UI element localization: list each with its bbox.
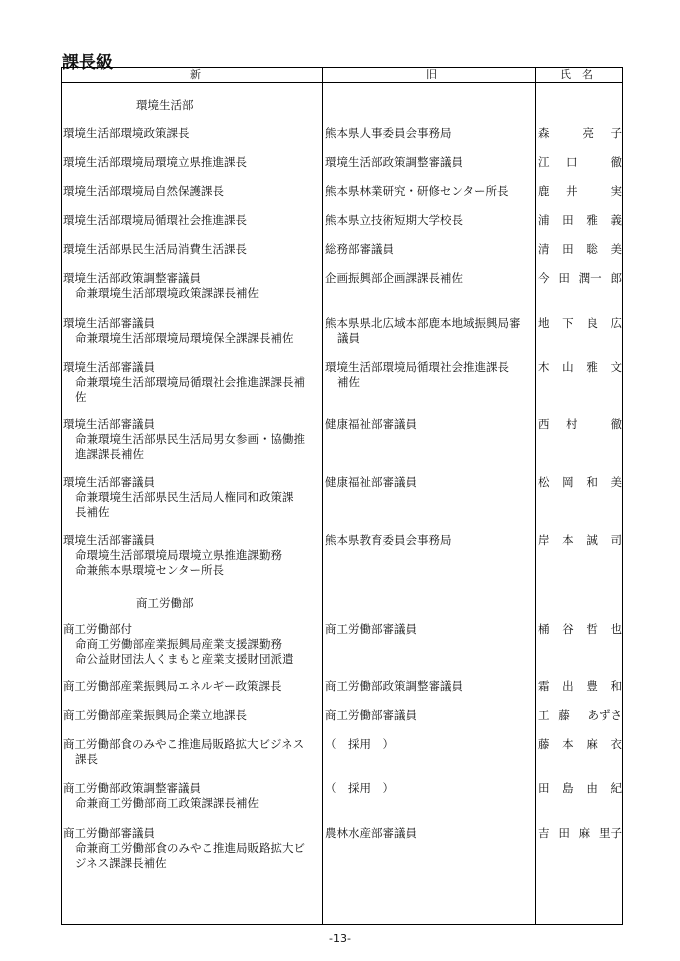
name-part: 紀 bbox=[610, 781, 622, 795]
old-position-line: 補佐 bbox=[337, 375, 360, 389]
new-position-line: 命公益財団法人くまもと産業支援財団派遣 bbox=[75, 652, 294, 666]
old-position bbox=[325, 316, 537, 346]
name-part: 潤一 bbox=[578, 271, 602, 285]
new-position bbox=[63, 737, 321, 767]
new-position-line: 環境生活部環境局環境立県推進課長 bbox=[63, 155, 247, 169]
new-position-line: 商工労働部食のみやこ推進局販路拡大ビジネス bbox=[63, 737, 305, 751]
name-part: 亮 bbox=[582, 126, 594, 140]
old-position-line: 熊本県立技術短期大学校長 bbox=[325, 213, 463, 227]
name-part: 口 bbox=[566, 155, 578, 169]
old-position-line: 議員 bbox=[337, 331, 360, 345]
name-part: 下 bbox=[562, 316, 574, 330]
old-position bbox=[325, 126, 537, 141]
old-position-line: 熊本県県北広域本部鹿本地域振興局審 bbox=[325, 316, 521, 330]
person-name bbox=[538, 155, 622, 170]
new-position-line: 環境生活部審議員 bbox=[63, 316, 155, 330]
name-part: 霜 bbox=[538, 679, 550, 693]
new-position-line: 命兼環境生活部県民生活局人権同和政策課 bbox=[75, 490, 294, 504]
person-name bbox=[538, 184, 622, 199]
table-header bbox=[62, 68, 622, 83]
new-position-line: 環境生活部政策調整審議員 bbox=[63, 271, 201, 285]
new-position-line: 環境生活部審議員 bbox=[63, 360, 155, 374]
name-part: 森 bbox=[538, 126, 550, 140]
name-part: 地 bbox=[538, 316, 550, 330]
name-part: 出 bbox=[562, 679, 574, 693]
name-part: 島 bbox=[562, 781, 574, 795]
new-position-line: 命兼環境生活部環境局循環社会推進課課長補 bbox=[75, 375, 305, 389]
person-name bbox=[538, 417, 622, 432]
old-position-line: 企画振興部企画課課長補佐 bbox=[325, 271, 463, 285]
name-part: 木 bbox=[538, 360, 550, 374]
name-part: 岸 bbox=[538, 533, 550, 547]
old-position-line: 健康福祉部審議員 bbox=[325, 475, 417, 489]
new-position-line: 商工労働部付 bbox=[63, 622, 132, 636]
new-position bbox=[63, 213, 321, 228]
name-part: 美 bbox=[610, 475, 622, 489]
old-position-line: 熊本県教育委員会事務局 bbox=[325, 533, 452, 547]
name-part: 郎 bbox=[610, 271, 622, 285]
person-name bbox=[538, 622, 622, 637]
name-part: 実 bbox=[610, 184, 622, 198]
name-part: 浦 bbox=[538, 213, 550, 227]
name-part: 里子 bbox=[598, 826, 622, 840]
old-position-line: 商工労働部審議員 bbox=[325, 708, 417, 722]
new-position-line: 商工労働部政策調整審議員 bbox=[63, 781, 201, 795]
name-part: 哲 bbox=[586, 622, 598, 636]
name-part: 和 bbox=[610, 679, 622, 693]
person-name bbox=[538, 475, 622, 490]
old-position bbox=[325, 213, 537, 228]
name-part: 由 bbox=[586, 781, 598, 795]
name-part: 徹 bbox=[610, 155, 622, 169]
new-position bbox=[63, 533, 321, 578]
name-part: 桶 bbox=[538, 622, 550, 636]
person-name bbox=[538, 781, 622, 796]
section-heading: 商工労働部 bbox=[136, 596, 194, 610]
new-position-line: 商工労働部審議員 bbox=[63, 826, 155, 840]
column-divider bbox=[322, 68, 323, 924]
person-name bbox=[538, 271, 622, 286]
old-position bbox=[325, 271, 537, 286]
name-part: 山 bbox=[562, 360, 574, 374]
name-part: あずさ bbox=[587, 708, 622, 722]
old-position bbox=[325, 155, 537, 170]
name-part: 和 bbox=[586, 475, 598, 489]
new-position bbox=[63, 679, 321, 694]
name-part: 良 bbox=[586, 316, 598, 330]
old-position bbox=[325, 679, 537, 694]
name-part: 工 bbox=[538, 708, 550, 722]
new-position-line: 環境生活部環境局自然保護課長 bbox=[63, 184, 224, 198]
name-part: 藤 bbox=[558, 708, 570, 722]
new-position bbox=[63, 781, 321, 811]
name-part: 義 bbox=[610, 213, 622, 227]
old-position bbox=[325, 360, 537, 390]
new-position bbox=[63, 708, 321, 723]
old-position-line: 商工労働部審議員 bbox=[325, 622, 417, 636]
old-position-line: 健康福祉部審議員 bbox=[325, 417, 417, 431]
new-position-line: 環境生活部環境局循環社会推進課長 bbox=[63, 213, 247, 227]
old-position bbox=[325, 708, 537, 723]
name-part: 麻 bbox=[586, 737, 598, 751]
new-position bbox=[63, 622, 321, 667]
new-position bbox=[63, 316, 321, 346]
name-part: 鹿 bbox=[538, 184, 550, 198]
old-position bbox=[325, 737, 537, 752]
new-position-line: 環境生活部審議員 bbox=[63, 533, 155, 547]
name-part: 田 bbox=[558, 271, 570, 285]
new-position-line: 命兼環境生活部環境局環境保全課課長補佐 bbox=[75, 331, 294, 345]
new-position-line: 命兼環境生活部環境政策課課長補佐 bbox=[75, 286, 259, 300]
new-position-line: 命兼商工労働部商工政策課課長補佐 bbox=[75, 796, 259, 810]
name-part: 清 bbox=[538, 242, 550, 256]
new-position-line: 商工労働部産業振興局企業立地課長 bbox=[63, 708, 247, 722]
new-position-line: 命商工労働部産業振興局産業支援課勤務 bbox=[75, 637, 282, 651]
name-part: 松 bbox=[538, 475, 550, 489]
name-part: 本 bbox=[562, 533, 574, 547]
person-name bbox=[538, 213, 622, 228]
header-old: 旧 bbox=[426, 68, 437, 81]
new-position bbox=[63, 126, 321, 141]
person-name bbox=[538, 316, 622, 331]
old-position-line: 総務部審議員 bbox=[325, 242, 394, 256]
person-name bbox=[538, 708, 622, 723]
name-part: 村 bbox=[566, 417, 578, 431]
new-position bbox=[63, 826, 321, 871]
person-name bbox=[538, 242, 622, 257]
name-part: 聡 bbox=[586, 242, 598, 256]
new-position-line: 命環境生活部環境局環境立県推進課勤務 bbox=[75, 548, 282, 562]
old-position-line: 熊本県人事委員会事務局 bbox=[325, 126, 452, 140]
person-name bbox=[538, 360, 622, 375]
name-part: 司 bbox=[610, 533, 622, 547]
name-part: 岡 bbox=[562, 475, 574, 489]
personnel-table bbox=[61, 67, 623, 925]
name-part: 江 bbox=[538, 155, 550, 169]
name-part: 雅 bbox=[586, 213, 598, 227]
new-position bbox=[63, 155, 321, 170]
section-heading: 環境生活部 bbox=[136, 98, 194, 112]
new-position-line: 命兼環境生活部県民生活局男女参画・協働推 bbox=[75, 432, 305, 446]
new-position bbox=[63, 184, 321, 199]
name-part: 豊 bbox=[586, 679, 598, 693]
new-position bbox=[63, 475, 321, 520]
name-part: 田 bbox=[562, 242, 574, 256]
old-position-line: 農林水産部審議員 bbox=[325, 826, 417, 840]
old-position bbox=[325, 533, 537, 548]
name-part: 本 bbox=[562, 737, 574, 751]
new-position-line: 環境生活部審議員 bbox=[63, 417, 155, 431]
new-position-line: 命兼商工労働部食のみやこ推進局販路拡大ビ bbox=[75, 841, 305, 855]
old-position-line: （ 採用 ） bbox=[325, 781, 394, 795]
person-name bbox=[538, 826, 622, 841]
name-part: 誠 bbox=[586, 533, 598, 547]
name-part: 田 bbox=[558, 826, 570, 840]
new-position-line: 商工労働部産業振興局エネルギー政策課長 bbox=[63, 679, 282, 693]
name-part: 谷 bbox=[562, 622, 574, 636]
name-part: 子 bbox=[610, 126, 622, 140]
name-part: 井 bbox=[566, 184, 578, 198]
name-part: 田 bbox=[538, 781, 550, 795]
old-position bbox=[325, 781, 537, 796]
old-position-line: 環境生活部政策調整審議員 bbox=[325, 155, 463, 169]
new-position bbox=[63, 360, 321, 405]
name-part: 雅 bbox=[586, 360, 598, 374]
new-position-line: ジネス課課長補佐 bbox=[75, 856, 167, 870]
old-position bbox=[325, 826, 537, 841]
name-part: 徹 bbox=[610, 417, 622, 431]
name-part: 也 bbox=[610, 622, 622, 636]
page-number: -13- bbox=[329, 932, 351, 945]
new-position-line: 環境生活部県民生活局消費生活課長 bbox=[63, 242, 247, 256]
name-part: 田 bbox=[562, 213, 574, 227]
old-position-line: 熊本県林業研究・研修センター所長 bbox=[325, 184, 509, 198]
old-position bbox=[325, 622, 537, 637]
new-position-line: 課長 bbox=[75, 752, 98, 766]
name-part: 吉 bbox=[538, 826, 550, 840]
person-name bbox=[538, 126, 622, 141]
name-part: 麻 bbox=[578, 826, 591, 840]
old-position bbox=[325, 475, 537, 490]
person-name bbox=[538, 533, 622, 548]
new-position-line: 環境生活部環境政策課長 bbox=[63, 126, 190, 140]
old-position bbox=[325, 417, 537, 432]
new-position-line: 環境生活部審議員 bbox=[63, 475, 155, 489]
old-position bbox=[325, 184, 537, 199]
name-part: 西 bbox=[538, 417, 550, 431]
old-position bbox=[325, 242, 537, 257]
new-position bbox=[63, 271, 321, 301]
old-position-line: 環境生活部環境局循環社会推進課長 bbox=[325, 360, 509, 374]
old-position-line: 商工労働部政策調整審議員 bbox=[325, 679, 463, 693]
new-position bbox=[63, 417, 321, 462]
person-name bbox=[538, 679, 622, 694]
name-part: 衣 bbox=[610, 737, 622, 751]
old-position-line: （ 採用 ） bbox=[325, 737, 394, 751]
name-part: 広 bbox=[610, 316, 622, 330]
page-title: 課長級 bbox=[62, 53, 113, 73]
header-name: 氏 名 bbox=[560, 68, 593, 81]
new-position-line: 命兼熊本県環境センター所長 bbox=[75, 563, 225, 577]
name-part: 文 bbox=[610, 360, 622, 374]
new-position bbox=[63, 242, 321, 257]
name-part: 今 bbox=[538, 271, 550, 285]
person-name bbox=[538, 737, 622, 752]
new-position-line: 進課課長補佐 bbox=[75, 447, 144, 461]
name-part: 藤 bbox=[538, 737, 550, 751]
name-part: 美 bbox=[610, 242, 622, 256]
new-position-line: 佐 bbox=[75, 390, 87, 404]
header-new: 新 bbox=[190, 68, 201, 81]
new-position-line: 長補佐 bbox=[75, 505, 110, 519]
